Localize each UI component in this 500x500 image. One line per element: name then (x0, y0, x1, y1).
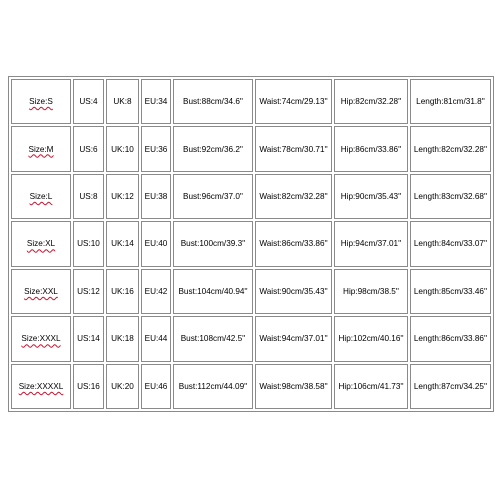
table-row (11, 174, 491, 219)
uk-size-cell: UK:18 (106, 316, 139, 361)
bust-cell: Bust:104cm/40.94'' (173, 269, 253, 314)
table-row (11, 126, 491, 171)
length-cell: Length:81cm/31.8'' (410, 79, 491, 124)
waist-cell: Waist:82cm/32.28'' (255, 174, 332, 219)
length-cell: Length:85cm/33.46'' (410, 269, 491, 314)
us-size-cell: US:12 (73, 269, 104, 314)
length-cell: Length:87cm/34.25'' (410, 364, 491, 409)
size-cell: Size:XXXXL (11, 364, 71, 409)
us-size-cell: US:8 (73, 174, 104, 219)
uk-size-cell: UK:10 (106, 126, 139, 171)
hip-cell: Hip:102cm/40.16'' (334, 316, 408, 361)
eu-size-cell: EU:34 (141, 79, 171, 124)
hip-cell: Hip:94cm/37.01'' (334, 221, 408, 266)
eu-size-cell: EU:38 (141, 174, 171, 219)
eu-size-cell: EU:46 (141, 364, 171, 409)
bust-cell: Bust:88cm/34.6'' (173, 79, 253, 124)
bust-cell: Bust:112cm/44.09'' (173, 364, 253, 409)
length-cell: Length:82cm/32.28'' (410, 126, 491, 171)
size-cell: Size:XXXL (11, 316, 71, 361)
hip-cell: Hip:82cm/32.28'' (334, 79, 408, 124)
uk-size-cell: UK:12 (106, 174, 139, 219)
us-size-cell: US:4 (73, 79, 104, 124)
table-row (11, 316, 491, 361)
us-size-cell: US:6 (73, 126, 104, 171)
eu-size-cell: EU:42 (141, 269, 171, 314)
waist-cell: Waist:74cm/29.13'' (255, 79, 332, 124)
waist-cell: Waist:86cm/33.86'' (255, 221, 332, 266)
eu-size-cell: EU:36 (141, 126, 171, 171)
waist-cell: Waist:98cm/38.58'' (255, 364, 332, 409)
hip-cell: Hip:90cm/35.43'' (334, 174, 408, 219)
table-row (11, 269, 491, 314)
hip-cell: Hip:106cm/41.73'' (334, 364, 408, 409)
size-cell: Size:XXL (11, 269, 71, 314)
table-row (11, 364, 491, 409)
bust-cell: Bust:100cm/39.3'' (173, 221, 253, 266)
uk-size-cell: UK:20 (106, 364, 139, 409)
hip-cell: Hip:98cm/38.5'' (334, 269, 408, 314)
waist-cell: Waist:94cm/37.01'' (255, 316, 332, 361)
waist-cell: Waist:90cm/35.43'' (255, 269, 332, 314)
size-cell: Size:XL (11, 221, 71, 266)
size-cell: Size:L (11, 174, 71, 219)
size-cell: Size:M (11, 126, 71, 171)
length-cell: Length:83cm/32.68'' (410, 174, 491, 219)
us-size-cell: US:16 (73, 364, 104, 409)
hip-cell: Hip:86cm/33.86'' (334, 126, 408, 171)
bust-cell: Bust:108cm/42.5'' (173, 316, 253, 361)
us-size-cell: US:14 (73, 316, 104, 361)
bust-cell: Bust:96cm/37.0'' (173, 174, 253, 219)
eu-size-cell: EU:40 (141, 221, 171, 266)
length-cell: Length:86cm/33.86'' (410, 316, 491, 361)
table-row (11, 79, 491, 124)
bust-cell: Bust:92cm/36.2'' (173, 126, 253, 171)
uk-size-cell: UK:14 (106, 221, 139, 266)
size-chart-table (8, 76, 494, 412)
eu-size-cell: EU:44 (141, 316, 171, 361)
uk-size-cell: UK:16 (106, 269, 139, 314)
uk-size-cell: UK:8 (106, 79, 139, 124)
table-row (11, 221, 491, 266)
us-size-cell: US:10 (73, 221, 104, 266)
length-cell: Length:84cm/33.07'' (410, 221, 491, 266)
size-cell: Size:S (11, 79, 71, 124)
waist-cell: Waist:78cm/30.71'' (255, 126, 332, 171)
